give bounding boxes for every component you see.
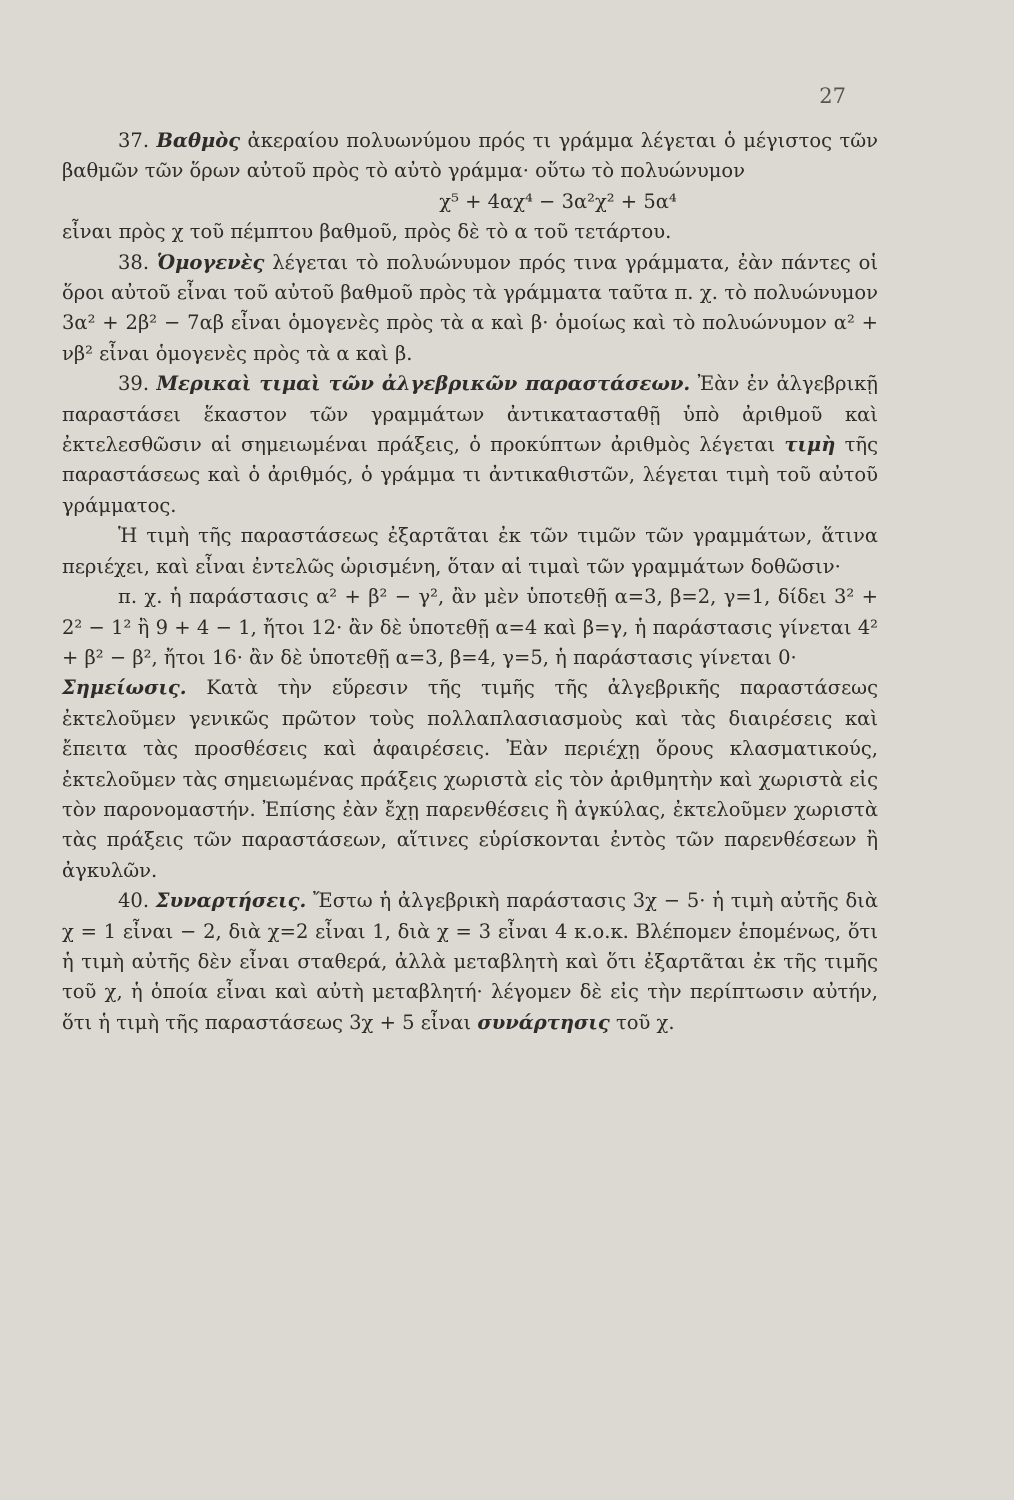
section-text: ἀκεραίου πολυωνύμου πρός τι γράμμα λέγεται ὁ μέγιστος τῶν βαθμῶν τῶν ὅρων αὐτοῦ πρὸς τὸ αὐτὸ γράμμα· οὕτω τὸ πολυώνυμον	[62, 129, 879, 183]
section-40	[62, 886, 878, 1038]
section-number: 40.	[118, 889, 150, 913]
example-paragraph: π. χ. ἡ παράστασις α² + β² − γ², ἂν μὲν ὑποτεθῇ α=3, β=2, γ=1, δίδει 3² + 2² − 1² ἢ 9 + 4 − 1, ἤτοι 12· ἂν δὲ ὑποτεθῇ α=4 καὶ β=γ, ἡ παράστασις γίνεται 4² + β² − β², ἤτοι 16· ἂν δὲ ὑποτεθῇ α=3, β=4, γ=5, ἡ παράστασις γίνεται 0·	[62, 585, 878, 669]
page-number: 27	[819, 84, 846, 108]
section-38	[62, 248, 878, 370]
formula: χ⁵ + 4αχ⁴ − 3α²χ² + 5α⁴	[439, 189, 677, 213]
section-text-continued: εἶναι πρὸς χ τοῦ πέμπτου βαθμοῦ, πρὸς δὲ τὸ α τοῦ τετάρτου.	[62, 220, 672, 244]
section-37	[62, 126, 878, 187]
section-number: 38.	[118, 250, 150, 274]
section-text: Ἐὰν ἐν ἀλγεβρικῇ παραστάσει ἕκαστον τῶν γραμμάτων ἀντικατασταθῇ ὑπὸ ἀριθμοῦ καὶ ἐκτελεσθῶσιν αἱ σημειωμέναι πράξεις, ὁ προκύπτων ἀριθμὸς λέγεται	[62, 372, 878, 457]
section-term: συνάρτησις	[477, 1010, 610, 1034]
section-39	[62, 369, 878, 521]
page-body	[62, 126, 878, 1038]
paragraph: Ἡ τιμὴ τῆς παραστάσεως ἐξαρτᾶται ἐκ τῶν τιμῶν τῶν γραμμάτων, ἅτινα περιέχει, καὶ εἶναι ἐντελῶς ὡρισμένη, ὅταν αἱ τιμαὶ τῶν γραμμάτων δοθῶσιν·	[62, 524, 878, 578]
section-title: Συναρτήσεις.	[155, 889, 307, 913]
section-number: 39.	[118, 372, 150, 396]
section-text: λέγεται τὸ πολυώνυμον πρός τινα γράμματα, ἐὰν πάντες οἱ ὅροι αὐτοῦ εἶναι τοῦ αὐτοῦ βαθμοῦ πρὸς τὰ γράμματα ταῦτα π. χ. τὸ πολυώνυμον 3α² + 2β² − 7αβ εἶναι ὁμογενὲς πρὸς τὰ α καὶ β· ὁμοίως καὶ τὸ πολυώνυμον α² + νβ² εἶναι ὁμογενὲς πρὸς τὰ α καὶ β.	[62, 250, 879, 365]
section-text-end: τοῦ χ.	[615, 1010, 675, 1034]
section-term: Βαθμὸς	[156, 129, 241, 152]
note-text: Κατὰ τὴν εὕρεσιν τῆς τιμῆς τῆς ἀλγεβρικῆς παραστάσεως ἐκτελοῦμεν γενικῶς πρῶτον τοὺς πολλαπλασιασμοὺς καὶ τὰς διαιρέσεις καὶ ἔπειτα τὰς προσθέσεις καὶ ἀφαιρέσεις. Ἐὰν περιέχῃ ὅρους κλασματικούς, ἐκτελοῦμεν τὰς σημειωμένας πράξεις χωριστὰ εἰς τὸν ἀριθμητὴν καὶ χωριστὰ εἰς τὸν παρονομαστήν. Ἐπίσης ἐὰν ἔχῃ παρενθέσεις ἢ ἀγκύλας, ἐκτελοῦμεν χωριστὰ τὰς πράξεις τῶν παραστάσεων, αἵτινες εὑρίσκονται ἐντὸς τῶν παρενθέσεων ἢ ἀγκυλῶν.	[62, 676, 878, 882]
section-text: Ἔστω ἡ ἀλγεβρικὴ παράστασις 3χ − 5· ἡ τιμὴ αὐτῆς διὰ χ = 1 εἶναι − 2, διὰ χ=2 εἶναι 1, διὰ χ = 3 εἶναι 4 κ.ο.κ. Βλέπομεν ἑπομένως, ὅτι ἡ τιμὴ αὐτῆς δὲν εἶναι σταθερά, ἀλλὰ μεταβλητὴ καὶ ὅτι ἐξαρτᾶται ἐκ τῆς τιμῆς τοῦ χ, ἡ ὁποία εἶναι καὶ αὐτὴ μεταβλητή· λέγομεν δὲ εἰς τὴν περίπτωσιν αὐτήν, ὅτι ἡ τιμὴ τῆς παραστάσεως 3χ + 5 εἶναι	[62, 889, 878, 1034]
section-term: τιμὴ	[784, 433, 836, 457]
note	[62, 673, 878, 886]
section-term: Ὁμογενὲς	[156, 250, 265, 274]
section-text: τῆς παραστάσεως καὶ ὁ ἀριθμός, ὁ γράμμα τι ἀντικαθιστῶν, λέγεται τιμὴ τοῦ αὐτοῦ γράμματος.	[62, 433, 879, 517]
note-title: Σημείωσις.	[62, 676, 187, 700]
section-title: Μερικαὶ τιμαὶ τῶν ἀλγεβρικῶν παραστάσεων.	[156, 372, 691, 396]
section-number: 37.	[118, 129, 150, 152]
